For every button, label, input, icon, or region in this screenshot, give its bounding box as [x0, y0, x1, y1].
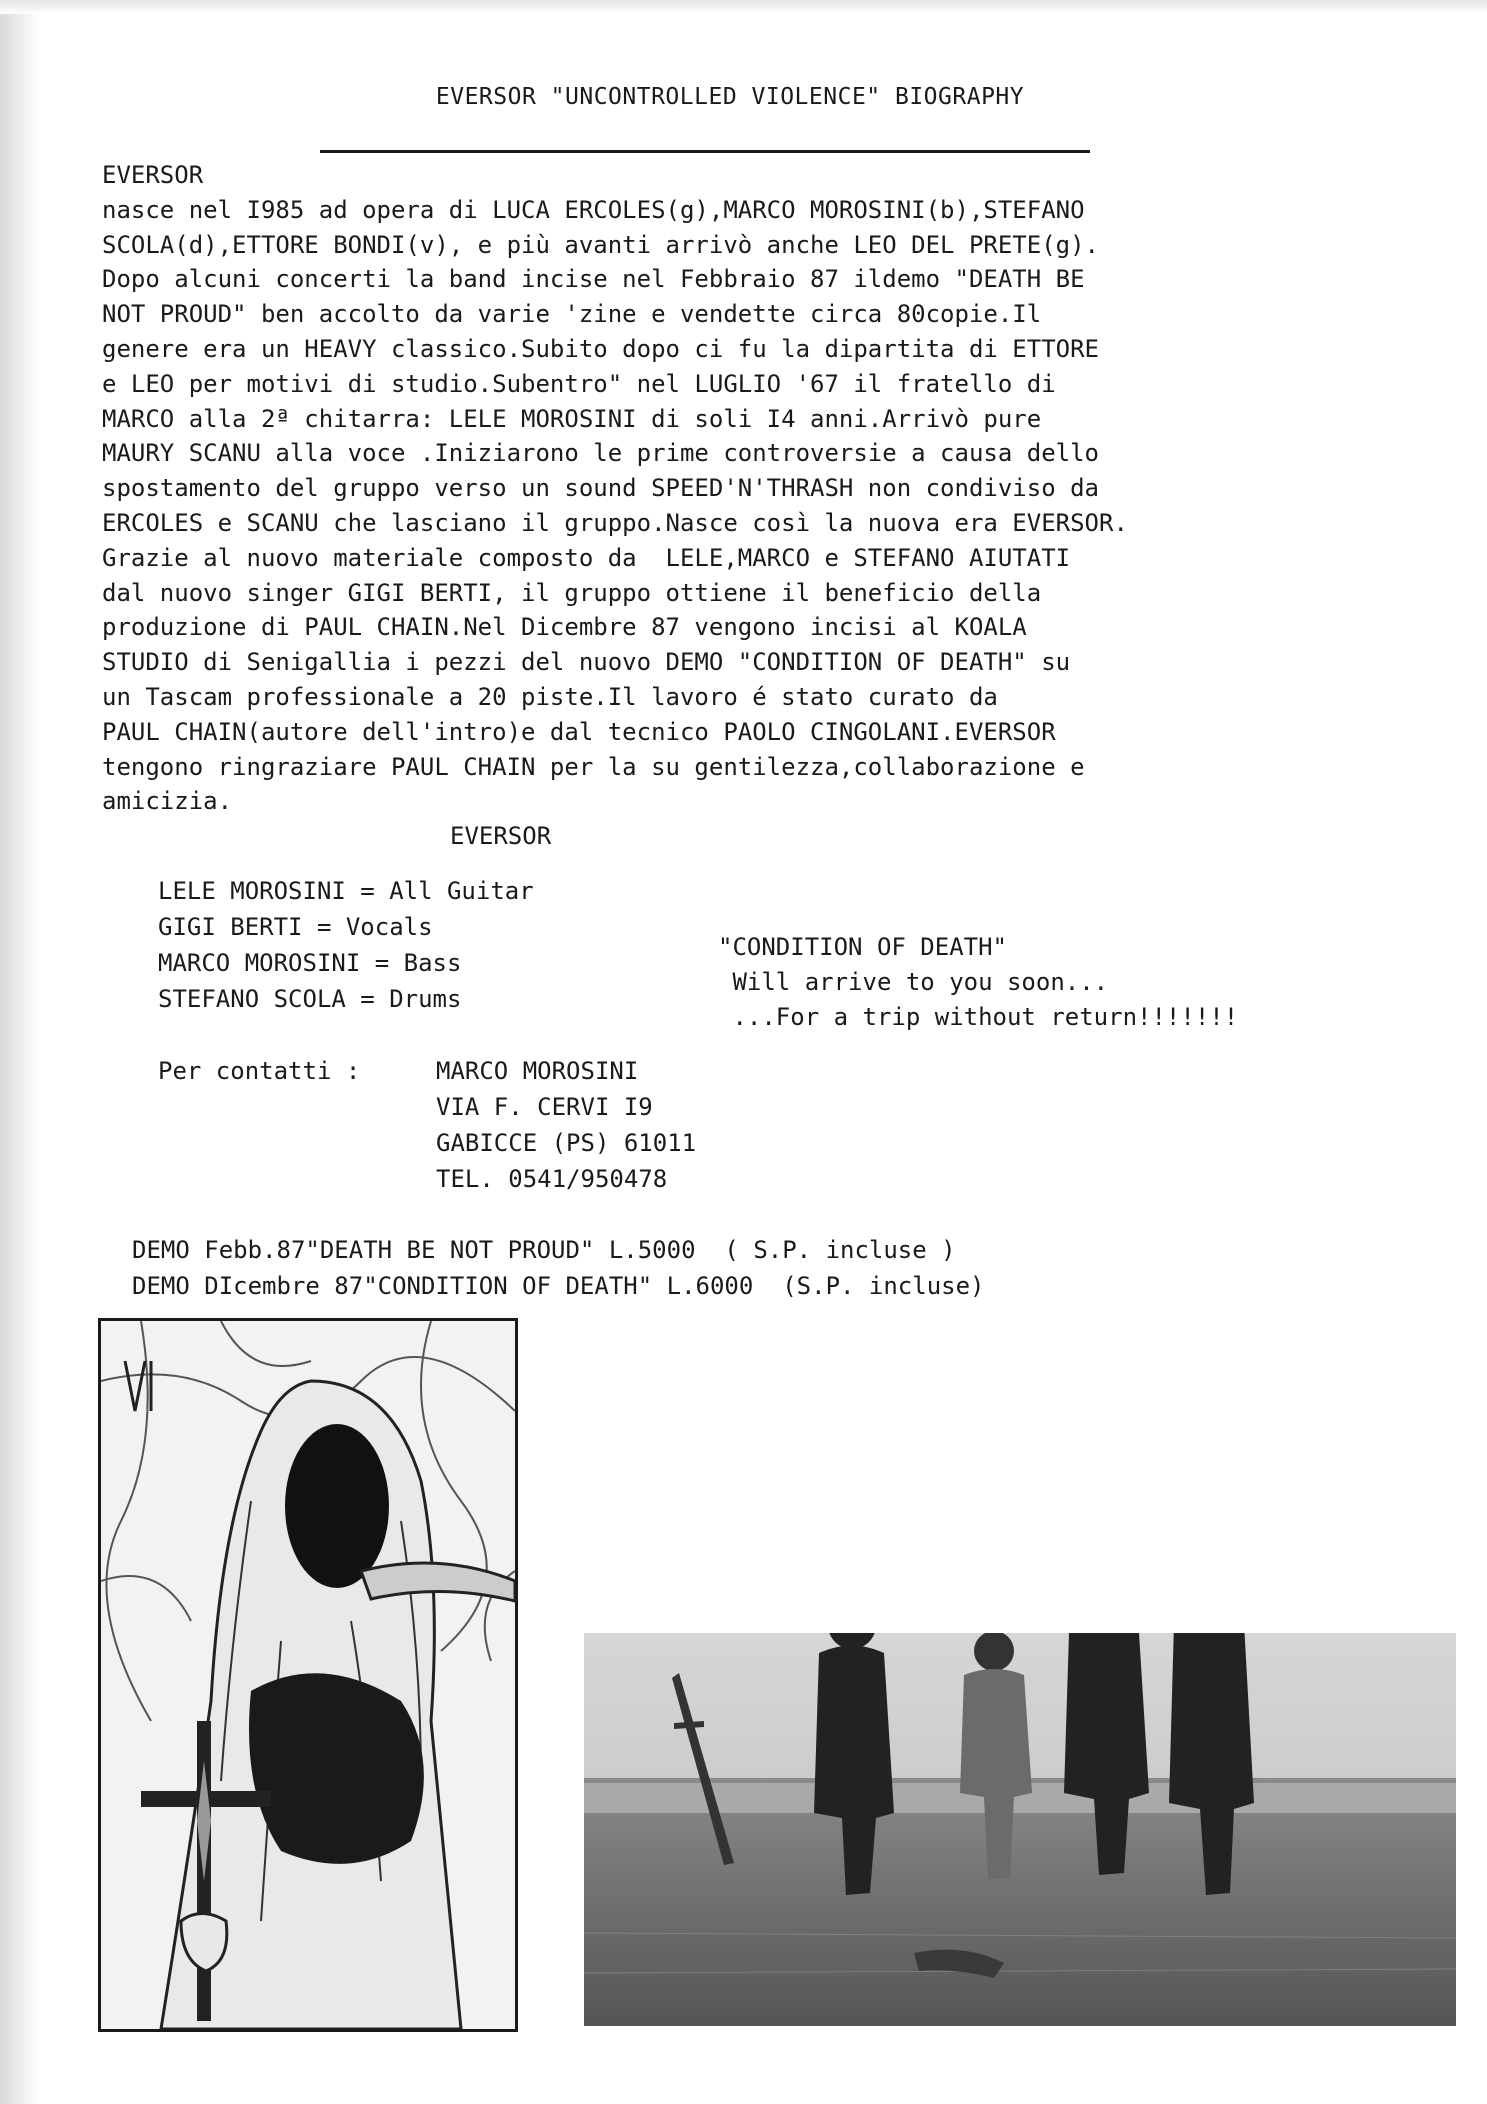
page-top-shadow — [0, 0, 1487, 14]
bio-line: Dopo alcuni concerti la band incise nel Febbraio 87 ildemo "DEATH BE — [102, 265, 1085, 294]
biography-text — [102, 158, 1402, 819]
contact-block — [158, 1053, 696, 1197]
demo-promo-text — [718, 930, 1238, 1035]
lineup-item: GIGI BERTI = Vocals — [158, 913, 433, 941]
promo-line: ...For a trip without return!!!!!!! — [718, 1003, 1239, 1031]
bio-line: un Tascam professionale a 20 piste.Il lavoro é stato curato da — [102, 682, 998, 711]
band-photo — [584, 1633, 1456, 2026]
bio-line: NOT PROUD" ben accolto da varie 'zine e vendette circa 80copie.Il — [102, 300, 1042, 329]
bio-line: amicizia. — [102, 787, 233, 816]
hooded-figure-illustration — [98, 1318, 518, 2032]
lineup-item: LELE MOROSINI = All Guitar — [158, 877, 534, 905]
contact-line: TEL. 0541/950478 — [436, 1165, 668, 1193]
bio-line: e LEO per motivi di studio.Subentro" nel LUGLIO '67 il fratello di — [102, 369, 1056, 398]
bio-line: EVERSOR — [102, 161, 204, 189]
bio-line: MARCO alla 2ª chitarra: LELE MOROSINI di soli I4 anni.Arrivò pure — [102, 404, 1042, 433]
band-signature: EVERSOR — [450, 822, 552, 850]
bio-line: spostamento del gruppo verso un sound SPEED'N'THRASH non condiviso da — [102, 474, 1099, 503]
demo-price-list — [132, 1232, 985, 1304]
document-title: EVERSOR "UNCONTROLLED VIOLENCE" BIOGRAPHY — [435, 84, 1025, 110]
bio-line: genere era un HEAVY classico.Subito dopo ci fu la dipartita di ETTORE — [102, 334, 1099, 363]
contact-line: GABICCE (PS) 61011 — [436, 1129, 697, 1157]
title-underline — [320, 150, 1090, 153]
contact-label: Per contatti : — [158, 1057, 361, 1085]
promo-line: "CONDITION OF DEATH" — [718, 933, 1007, 961]
bio-line: dal nuovo singer GIGI BERTI, il gruppo ottiene il beneficio della — [102, 578, 1042, 607]
bio-line: PAUL CHAIN(autore dell'intro)e dal tecnico PAOLO CINGOLANI.EVERSOR — [102, 717, 1056, 746]
bio-line: ERCOLES e SCANU che lasciano il gruppo.Nasce così la nuova era EVERSOR. — [102, 508, 1128, 537]
bio-line: produzione di PAUL CHAIN.Nel Dicembre 87 vengono incisi al KOALA — [102, 613, 1027, 642]
contact-address — [436, 1053, 696, 1197]
promo-line: Will arrive to you soon... — [718, 968, 1109, 996]
demo-entry: DEMO DIcembre 87"CONDITION OF DEATH" L.6000 (S.P. incluse) — [132, 1272, 985, 1300]
bio-line: STUDIO di Senigallia i pezzi del nuovo DEMO "CONDITION OF DEATH" su — [102, 648, 1071, 677]
page-edge-shadow — [0, 0, 40, 2104]
contact-line: MARCO MOROSINI — [436, 1057, 639, 1085]
bio-line: MAURY SCANU alla voce .Iniziarono le prime controversie a causa dello — [102, 439, 1099, 468]
bio-line: Grazie al nuovo materiale composto da LELE,MARCO e STEFANO AIUTATI — [102, 543, 1071, 572]
lineup-item: MARCO MOROSINI = Bass — [158, 949, 462, 977]
bio-line: SCOLA(d),ETTORE BONDI(v), e più avanti arrivò anche LEO DEL PRETE(g). — [102, 230, 1099, 259]
bio-line: nasce nel I985 ad opera di LUCA ERCOLES(g),MARCO MOROSINI(b),STEFANO — [102, 195, 1085, 224]
contact-line: VIA F. CERVI I9 — [436, 1093, 653, 1121]
demo-entry: DEMO Febb.87"DEATH BE NOT PROUD" L.5000 ( S.P. incluse ) — [132, 1236, 956, 1264]
band-photo-image — [584, 1633, 1456, 2026]
bio-line: tengono ringraziare PAUL CHAIN per la su gentilezza,collaborazione e — [102, 752, 1085, 781]
illustration-drawing — [101, 1321, 515, 2029]
band-lineup — [158, 873, 534, 1017]
lineup-item: STEFANO SCOLA = Drums — [158, 985, 462, 1013]
